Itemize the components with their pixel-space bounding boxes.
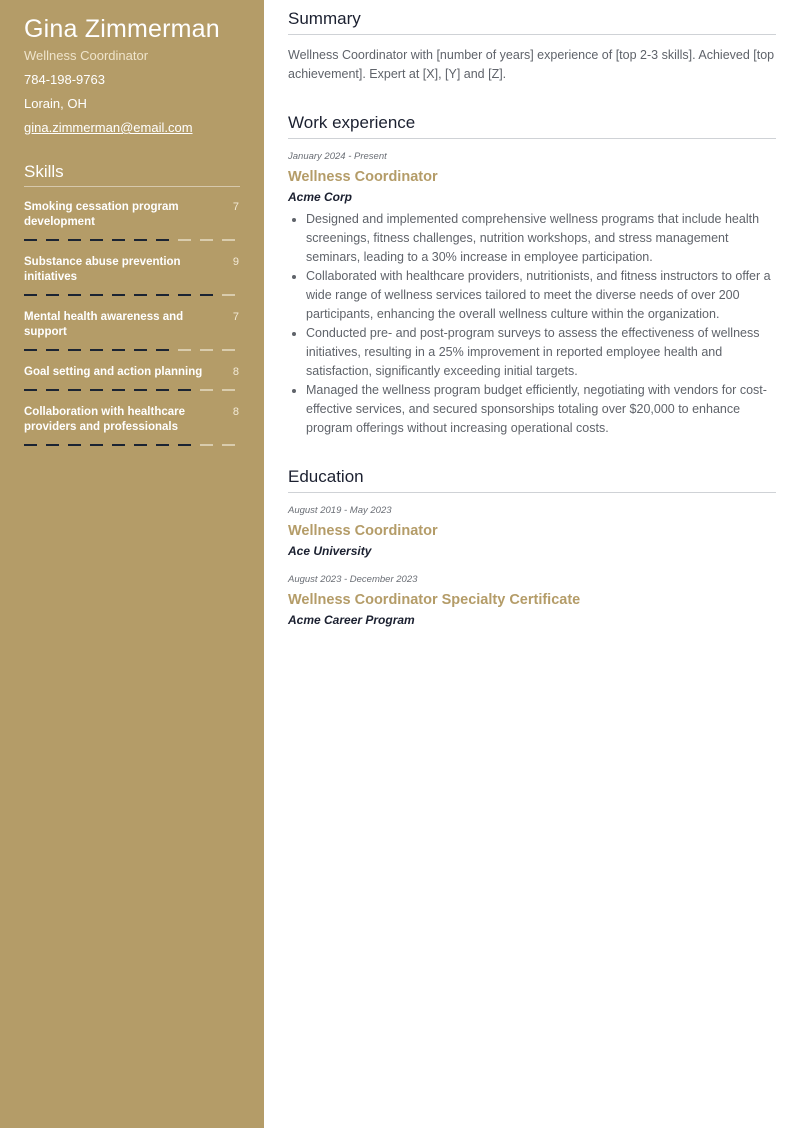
- job-bullet: • Conducted pre- and post-program surveys to assess the effectiveness of wellness initiatives, resulting in a 25% improvement in reported employee health and satisfaction, significantly exceeding initial targets.: [306, 324, 776, 381]
- rating-dash-filled: [46, 349, 59, 351]
- job-dates: January 2024 - Present: [288, 151, 387, 162]
- main-content: [264, 0, 800, 1128]
- rating-dash-filled: [178, 444, 191, 446]
- rating-dash-filled: [200, 294, 213, 296]
- rating-dash-filled: [112, 239, 125, 241]
- skill-item: [24, 200, 240, 241]
- skill-rating-bar: [24, 294, 240, 296]
- skill-name: Collaboration with healthcare providers and professionals: [24, 406, 186, 433]
- rating-dash-empty: [222, 294, 235, 296]
- school-name: Ace University: [288, 544, 372, 558]
- rating-dash-filled: [112, 444, 125, 446]
- email-link[interactable]: gina.zimmerman@email.com: [24, 120, 193, 135]
- rating-dash-filled: [68, 349, 81, 351]
- rating-dash-filled: [24, 349, 37, 351]
- summary-section: [288, 8, 776, 84]
- rating-dash-filled: [90, 389, 103, 391]
- rating-dash-empty: [222, 444, 235, 446]
- skill-item: [24, 310, 240, 351]
- education-dates: August 2019 - May 2023: [288, 505, 392, 516]
- rating-dash-filled: [90, 294, 103, 296]
- rating-dash-filled: [24, 294, 37, 296]
- rating-dash-empty: [200, 349, 213, 351]
- skill-name: Smoking cessation program development: [24, 201, 179, 228]
- candidate-name: Gina Zimmerman: [24, 15, 220, 43]
- rating-dash-filled: [134, 294, 147, 296]
- rating-dash-filled: [156, 444, 169, 446]
- rating-dash-filled: [134, 389, 147, 391]
- summary-text: Wellness Coordinator with [number of years] experience of [top 2-3 skills]. Achieved [top achievement]. Expert at [X], [Y] and [Z].: [288, 48, 775, 81]
- education-title: Wellness Coordinator Specialty Certificate: [288, 592, 581, 608]
- phone-number: 784-198-9763: [24, 72, 105, 87]
- skill-item: [24, 255, 240, 296]
- rating-dash-filled: [46, 389, 59, 391]
- rating-dash-filled: [24, 389, 37, 391]
- rating-dash-filled: [24, 444, 37, 446]
- rating-dash-filled: [68, 444, 81, 446]
- rating-dash-empty: [200, 389, 213, 391]
- job-title: Wellness Coordinator: [288, 169, 438, 185]
- rating-dash-empty: [178, 239, 191, 241]
- rating-dash-filled: [46, 444, 59, 446]
- job-entry: [288, 151, 776, 438]
- rating-dash-filled: [156, 389, 169, 391]
- rating-dash-filled: [156, 349, 169, 351]
- candidate-role: Wellness Coordinator: [24, 48, 149, 63]
- rating-dash-filled: [68, 239, 81, 241]
- rating-dash-filled: [90, 444, 103, 446]
- skills-heading: Skills: [24, 162, 240, 187]
- skill-rating-bar: [24, 239, 240, 241]
- rating-dash-filled: [178, 389, 191, 391]
- rating-dash-filled: [112, 294, 125, 296]
- education-dates: August 2023 - December 2023: [288, 574, 418, 585]
- location: Lorain, OH: [24, 96, 87, 111]
- skills-list: [24, 200, 240, 446]
- rating-dash-empty: [222, 349, 235, 351]
- skill-level: 7: [232, 201, 239, 213]
- rating-dash-empty: [200, 444, 213, 446]
- rating-dash-filled: [134, 349, 147, 351]
- rating-dash-filled: [46, 294, 59, 296]
- rating-dash-filled: [24, 239, 37, 241]
- skill-item: [24, 365, 240, 391]
- education-section: [288, 466, 776, 627]
- skill-level: 8: [232, 366, 239, 378]
- experience-section: [288, 112, 776, 438]
- rating-dash-empty: [222, 389, 235, 391]
- rating-dash-filled: [156, 239, 169, 241]
- rating-dash-filled: [68, 389, 81, 391]
- rating-dash-empty: [222, 239, 235, 241]
- education-heading: Education: [288, 466, 776, 493]
- skill-name: Goal setting and action planning: [24, 366, 203, 378]
- summary-heading: Summary: [288, 8, 776, 35]
- skill-rating-bar: [24, 349, 240, 351]
- education-title: Wellness Coordinator: [288, 523, 438, 539]
- job-bullets: [288, 210, 776, 438]
- rating-dash-empty: [200, 239, 213, 241]
- skill-name: Mental health awareness and support: [24, 311, 184, 338]
- rating-dash-filled: [112, 389, 125, 391]
- rating-dash-filled: [68, 294, 81, 296]
- rating-dash-filled: [90, 239, 103, 241]
- rating-dash-filled: [46, 239, 59, 241]
- rating-dash-empty: [178, 349, 191, 351]
- skill-name: Substance abuse prevention initiatives: [24, 256, 181, 283]
- sidebar: [0, 0, 264, 1128]
- experience-heading: Work experience: [288, 112, 776, 139]
- company-name: Acme Corp: [288, 190, 353, 204]
- skill-level: 8: [232, 406, 239, 418]
- job-bullet: • Managed the wellness program budget efficiently, negotiating with vendors for cost-effective services, and secured sponsorships totaling over $20,000 to enhance program offerings without increasing operational costs.: [306, 381, 776, 438]
- job-bullet: • Designed and implemented comprehensive wellness programs that include health screenings, fitness challenges, nutrition workshops, and stress management seminars, leading to a 30% increase in employee participation.: [306, 210, 776, 267]
- education-entry: [288, 574, 776, 627]
- education-entry: [288, 505, 776, 558]
- rating-dash-filled: [112, 349, 125, 351]
- job-bullet: • Collaborated with healthcare providers, nutritionists, and fitness instructors to offer a wide range of wellness services tailored to meet the diverse needs of over 200 participants, enhancing the overall wellness culture within the organization.: [306, 267, 776, 324]
- skill-rating-bar: [24, 444, 240, 446]
- skill-rating-bar: [24, 389, 240, 391]
- rating-dash-filled: [134, 444, 147, 446]
- skill-level: 9: [232, 256, 239, 268]
- rating-dash-filled: [178, 294, 191, 296]
- skill-level: 7: [232, 311, 239, 323]
- rating-dash-filled: [134, 239, 147, 241]
- school-name: Acme Career Program: [288, 613, 415, 627]
- rating-dash-filled: [156, 294, 169, 296]
- rating-dash-filled: [90, 349, 103, 351]
- skill-item: [24, 405, 240, 446]
